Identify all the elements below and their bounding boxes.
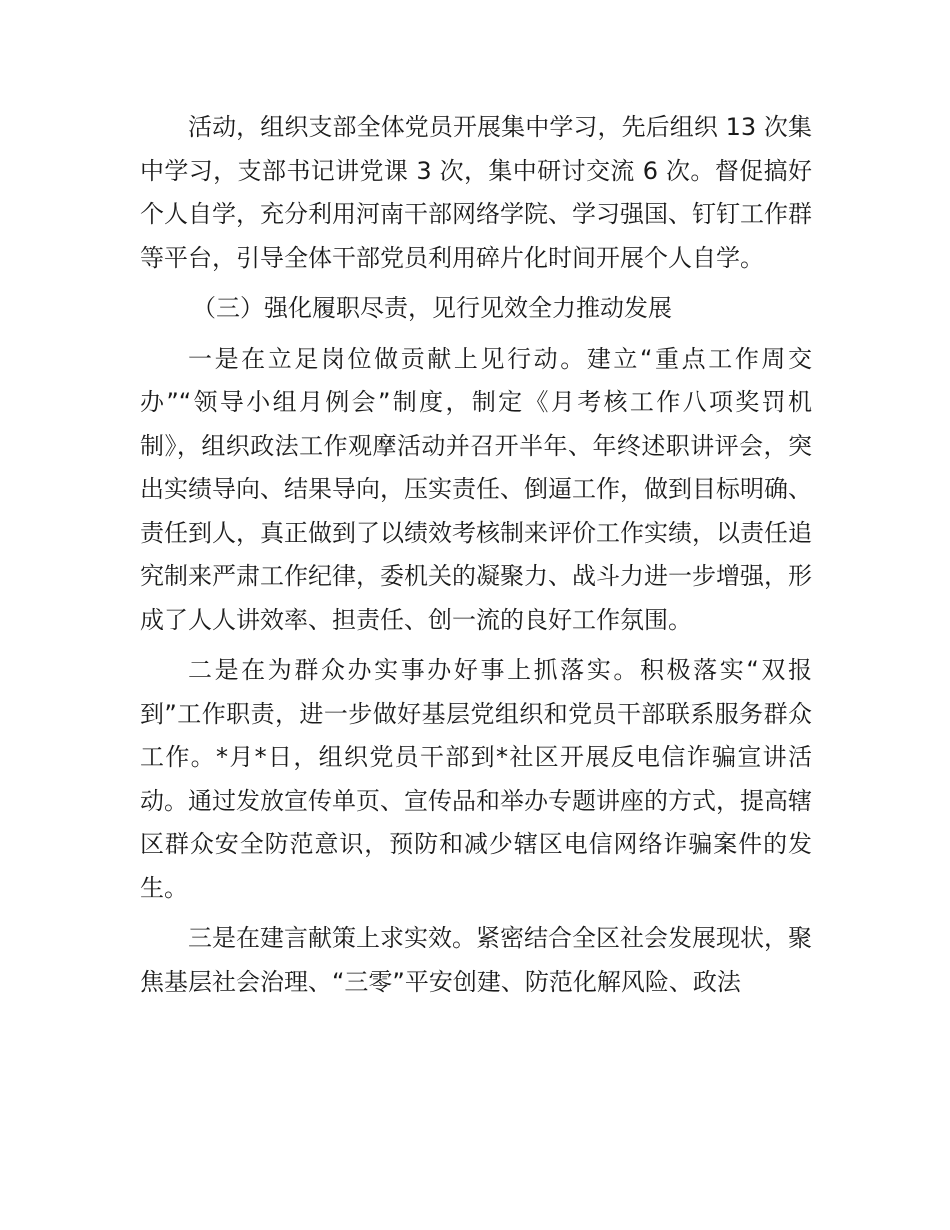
- paragraph-point-1: 一是在立足岗位做贡献上见行动。建立“重点工作周交办”“领导小组月例会”制度，制定《月考核工作八项奖罚机制》，组织政法工作观摩活动并召开半年、年终述职讲评会，突出实绩导向、结果导向，压实责任、倒逼工作，做到目标明确、责任到人，真正做到了以绩效考核制来评价工作实绩，以责任追究制来严肃工作纪律，委机关的凝聚力、战斗力进一步增强，形成了人人讲效率、担责任、创一流的良好工作氛围。: [140, 344, 812, 634]
- document-body: [140, 106, 812, 1011]
- paragraph-point-2: 二是在为群众办实事办好事上抓落实。积极落实“双报到”工作职责，进一步做好基层党组织和党员干部联系服务群众工作。*月*日，组织党员干部到*社区开展反电信诈骗宣讲活动。通过发放宣传单页、宣传品和举办专题讲座的方式，提高辖区群众安全防范意识，预防和减少辖区电信网络诈骗案件的发生。: [140, 656, 812, 902]
- paragraph-point-3: 三是在建言献策上求实效。紧密结合全区社会发展现状，聚焦基层社会治理、“三零”平安创建、防范化解风险、政法: [140, 924, 812, 996]
- section-heading-3: （三）强化履职尽责，见行见效全力推动发展: [192, 294, 672, 322]
- paragraph-study-activities: 活动，组织支部全体党员开展集中学习，先后组织 13 次集中学习，支部书记讲党课 3 次，集中研讨交流 6 次。督促搞好个人自学，充分利用河南干部网络学院、学习强国、钉钉工作群等平台，引导全体干部党员利用碎片化时间开展个人自学。: [140, 113, 812, 272]
